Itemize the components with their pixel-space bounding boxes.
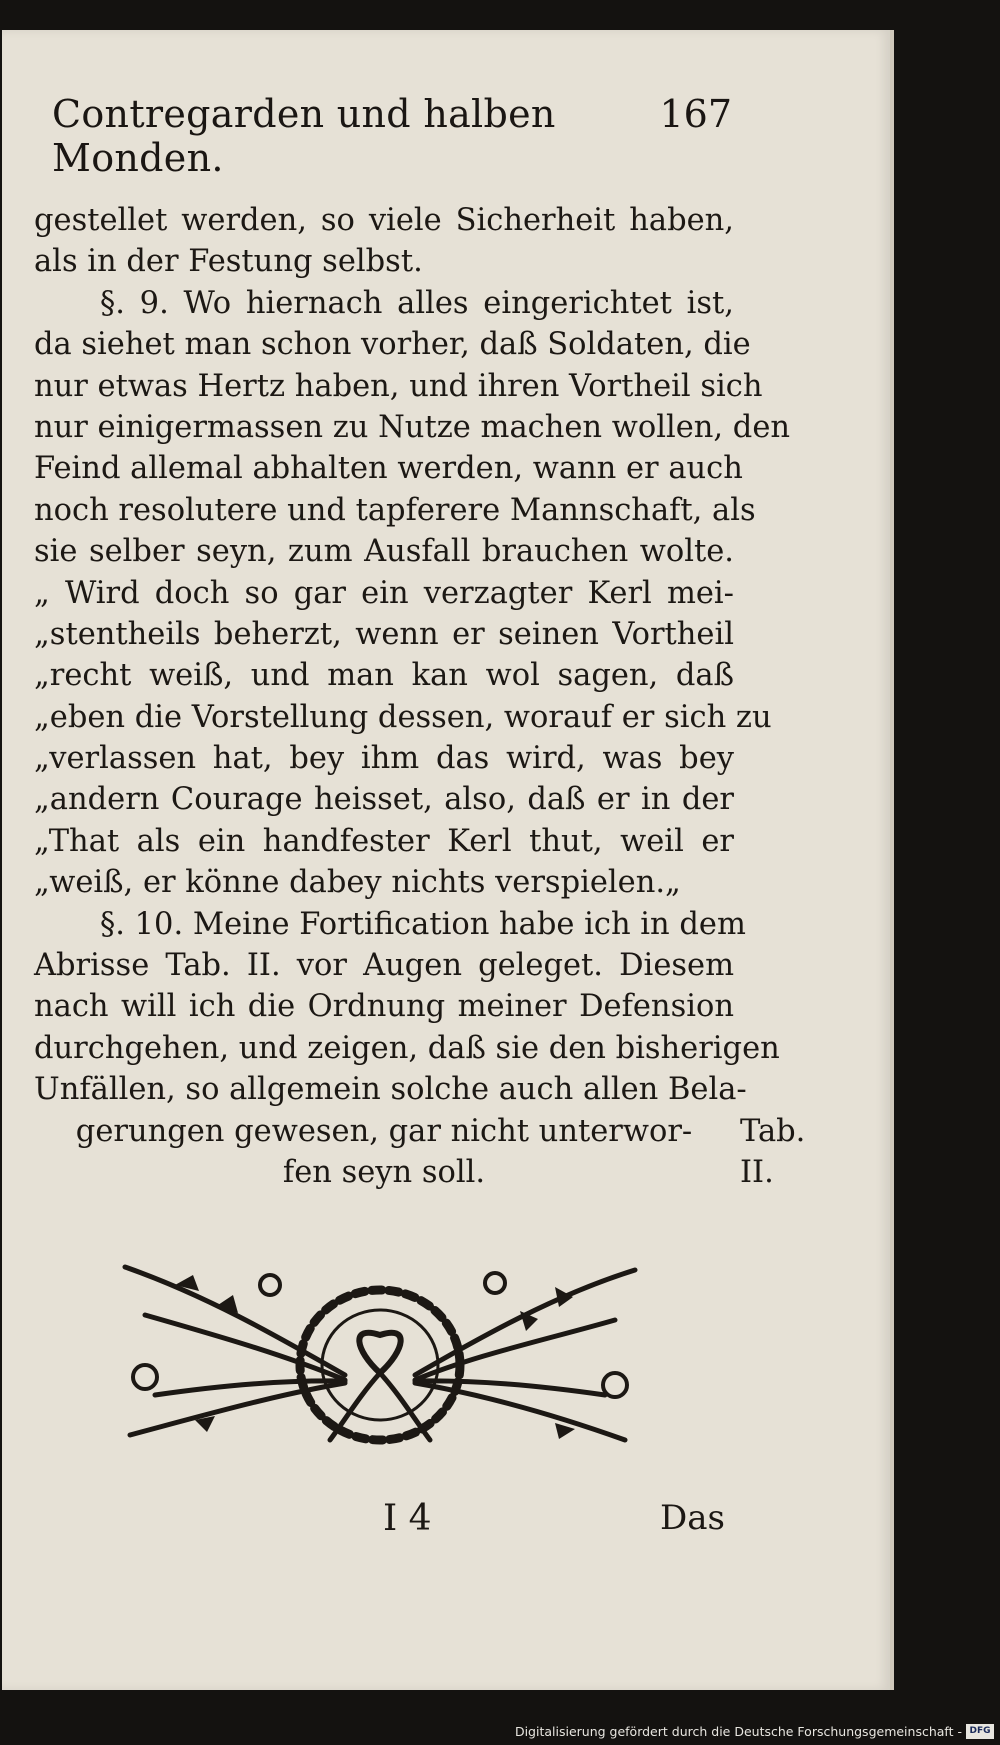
text-line: nur etwas Hertz haben, und ihren Vortheil sich bbox=[34, 368, 763, 404]
quote-line: „verlassen hat, bey ihm das wird, was bey bbox=[34, 741, 734, 777]
dfg-logo: DFG bbox=[966, 1724, 994, 1739]
text-line: nach will ich die Ordnung meiner Defension bbox=[34, 989, 734, 1025]
page-number: 167 bbox=[659, 92, 732, 136]
text-line: gestellet werden, so viele Sicherheit haben, bbox=[34, 203, 734, 238]
text-line: noch resolutere und tapferere Mannschaft, als bbox=[34, 492, 756, 528]
text-line: Unfällen, so allgemein solche auch allen Bela- bbox=[34, 1072, 747, 1108]
floral-ornament bbox=[115, 1255, 645, 1455]
quote-line: „eben die Vorstellung dessen, worauf er sich zu bbox=[34, 699, 772, 735]
quote-line: „recht weiß, und man kan wol sagen, daß bbox=[34, 658, 734, 694]
quote-line: „That als ein handfester Kerl thut, weil er bbox=[34, 823, 734, 859]
text-line: sie selber seyn, zum Ausfall brauchen wolte. bbox=[34, 534, 734, 570]
catchword: Das bbox=[660, 1498, 725, 1538]
quote-line: „ Wird doch so gar ein verzagter Kerl mei- bbox=[34, 575, 734, 611]
text-line: Feind allemal abhalten werden, wann er auch bbox=[34, 451, 743, 487]
body-text bbox=[34, 200, 791, 1193]
running-title: Contregarden und halben Monden. bbox=[52, 92, 556, 180]
text-line: fen seyn soll. bbox=[282, 1154, 486, 1190]
margin-note-line: Tab. bbox=[740, 1114, 806, 1149]
running-head bbox=[52, 92, 732, 180]
paragraph-9-start: §. 9. Wo hiernach alles eingerichtet ist, bbox=[100, 285, 734, 321]
text-line: nur einigermassen zu Nutze machen wollen, den bbox=[34, 409, 791, 445]
text-line: da siehet man schon vorher, daß Soldaten, die bbox=[34, 327, 751, 363]
footer-credit: Digitalisierung gefördert durch die Deutsche Forschungsgemeinschaft - bbox=[514, 1724, 962, 1739]
text-line: durchgehen, und zeigen, daß sie den bisherigen bbox=[34, 1030, 780, 1066]
signature-mark: I 4 bbox=[383, 1498, 432, 1539]
paragraph-10-start: §. 10. Meine Fortification habe ich in dem bbox=[100, 906, 746, 942]
quote-line: „stentheils beherzt, wenn er seinen Vortheil bbox=[34, 616, 734, 652]
quote-line: „weiß, er könne dabey nichts verspielen.„ bbox=[34, 865, 681, 901]
quote-line: „andern Courage heisset, also, daß er in der bbox=[34, 782, 734, 818]
margin-note-line: II. bbox=[740, 1155, 774, 1191]
footer-bar bbox=[0, 1720, 1000, 1745]
text-line: als in der Festung selbst. bbox=[34, 244, 423, 280]
text-line: Abrisse Tab. II. vor Augen geleget. Diesem bbox=[34, 948, 734, 984]
margin-note bbox=[740, 1111, 805, 1194]
text-line: gerungen gewesen, gar nicht unterwor- bbox=[75, 1113, 693, 1149]
